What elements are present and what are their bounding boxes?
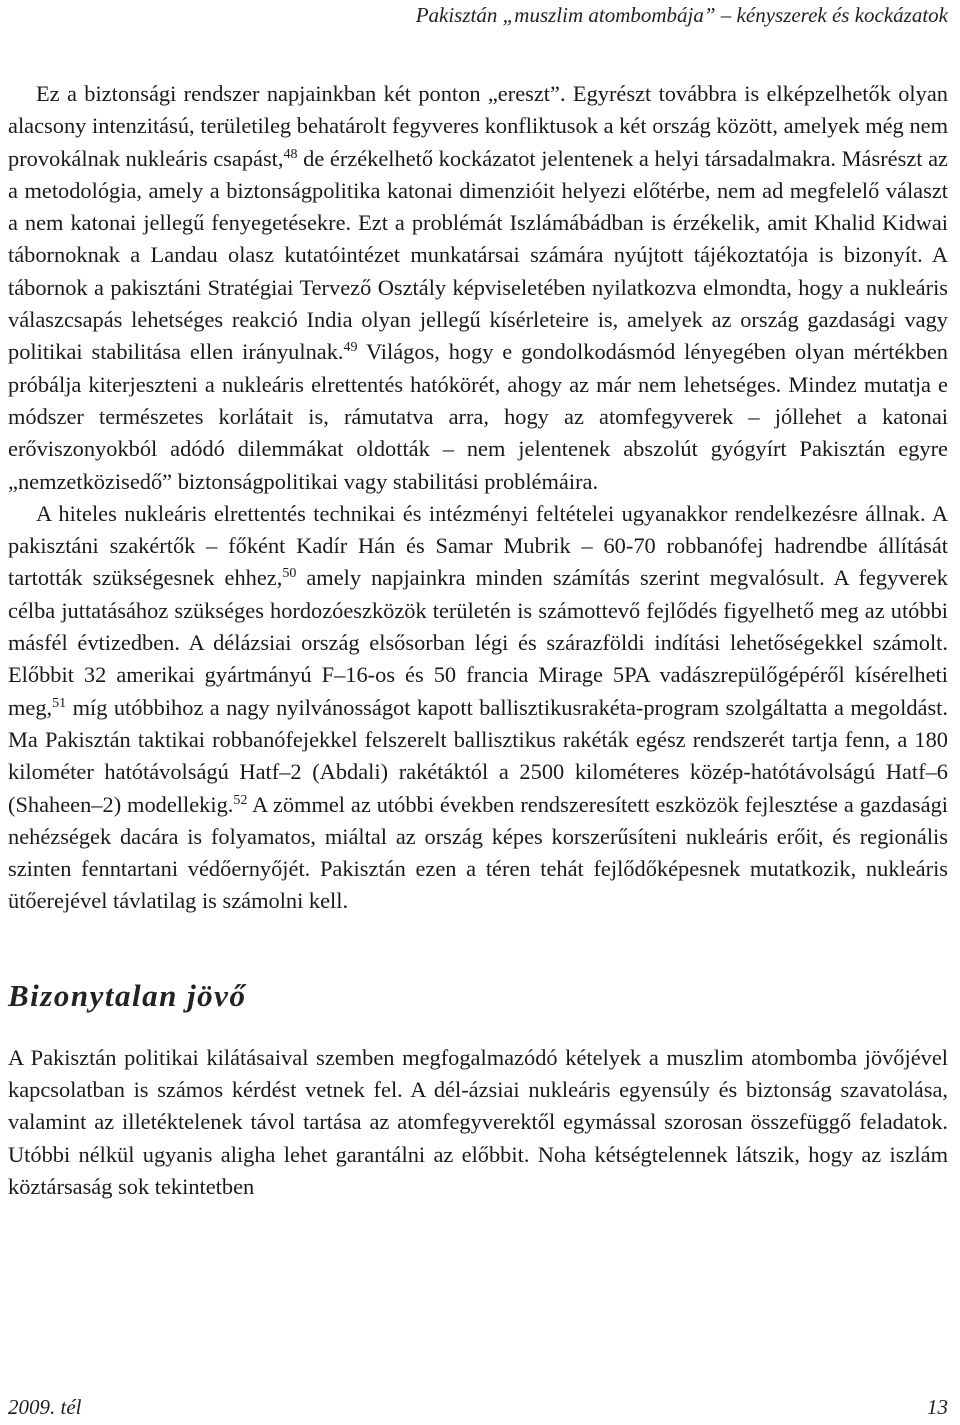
footnote-ref-48[interactable]: 48 (283, 146, 298, 162)
section-heading: Bizonytalan jövő (8, 977, 247, 1013)
body-paragraph-2 (8, 498, 948, 918)
footnote-ref-51[interactable]: 51 (52, 695, 67, 711)
footnote-ref-52[interactable]: 52 (233, 792, 248, 808)
running-header: Pakisztán „muszlim atombombája” – kényszerek és kockázatok (415, 3, 948, 27)
footnote-ref-49[interactable]: 49 (343, 340, 358, 356)
paragraph-text: A zömmel az utóbbi években rendszeresített eszközök fejlesztése a gazdasági nehézségek dacára is folyamatos, miáltal az ország képes korszerűsíteni nukleáris erőit, és regionális szinten fenntartani védőernyőjét. Pakisztán ezen a téren tehát fejlődőképesnek mutatkozik, nukleáris ütőerejével távlatilag is számolni kell. (8, 791, 948, 914)
paragraph-text: A hiteles nukleáris elrettentés technikai és intézményi feltételei ugyanakkor rendelkezésre állnak. A pakisztáni szakértők – főként Kadír Hán és Samar Mubrik – 60-70 robbanófej hadrendbe állítását tartották szükségesnek ehhez, (8, 500, 948, 591)
page-content (8, 78, 948, 1203)
footnote-ref-50[interactable]: 50 (282, 566, 297, 582)
paragraph-text: de érzékelhető kockázatot jelentenek a helyi társadalmakra. Másrészt az a metodológia, amely a biztonságpolitika katonai dimenzióit helyezi előtérbe, nem ad megfelelő választ a nem katonai jellegű fenyegetésekre. Ezt a problémát Iszlámábádban is érzékelik, amit Khalid Kidwai tábornoknak a Landau olasz kutatóintézet munkatársai számára nyújtott tájékoztatója is bizonyít. A tábornok a pakisztáni Stratégiai Tervező Osztály képviseletében nyilatkozva elmondta, hogy a nukleáris válaszcsapás lehetséges reakció India olyan jellegű kísérleteire is, amelyek az ország gazdasági vagy politikai stabilitása ellen irányulnak. (8, 145, 948, 365)
body-paragraph-1 (8, 78, 948, 498)
paragraph-text: míg utóbbihoz a nagy nyilvánosságot kapott ballisztikusrakéta-program szolgáltatta a megoldást. Ma Pakisztán taktikai robbanófejekkel felszerelt ballisztikus rakéták egész rendszerét tartja fenn, a 180 kilométer hatótávolságú Hatf–2 (Abdali) rakétáktól a 2500 kilométeres közép-hatótávolságú Hatf–6 (Shaheen–2) modellekig. (8, 694, 948, 817)
paragraph-text: Ez a biztonsági rendszer napjainkban két ponton „ereszt”. Egyrészt továbbra is elképzelhetők olyan alacsony intenzitású, területileg behatárolt fegyveres konfliktusok a két ország között, amelyek még nem provokálnak nukleáris csapást, (8, 81, 948, 171)
paragraph-text: Világos, hogy e gondolkodásmód lényegében olyan mértékben próbálja kiterjeszteni a nukleáris elrettentés hatókörét, ahogy az már nem lehetséges. Mindez mutatja e módszer természetes korlátait is, rámutatva arra, hogy az atomfegyverek – jóllehet a katonai erőviszonyokból adódó dilemmákat oldották – nem jelentenek abszolút gyógyírt Pakisztán egyre „nemzetközisedő” biztonságpolitikai vagy stabilitási problémáira. (8, 339, 948, 494)
paragraph-text: amely napjainkra minden számítás szerint megvalósult. A fegyverek célba juttatásához szükséges hordozóeszközök területén is számottevő fejlődés figyelhető meg az utóbbi másfél évtizedben. A délázsiai ország elsősorban légi és szárazföldi indítási lehetőségekkel számolt. Előbbit 32 amerikai gyártmányú F–16-os és 50 francia Mirage 5PA vadászrepülőgépéről kísérelheti meg, (8, 565, 948, 720)
footer-issue: 2009. tél (8, 1395, 82, 1419)
section-paragraph-1: A Pakisztán politikai kilátásaival szemben megfogalmazódó kételyek a muszlim atombomba jövőjével kapcsolatban is számos kérdést vetnek fel. A dél-ázsiai nukleáris egyensúly és biztonság szavatolása, valamint az illetéktelenek távol tartása az atomfegyverektől egymással szorosan összefüggő feladatok. Utóbbi nélkül ugyanis aligha lehet garantálni az előbbit. Noha kétségtelennek látszik, hogy az iszlám köztársaság sok tekintetben (8, 1044, 948, 1199)
page-number: 13 (927, 1395, 948, 1419)
